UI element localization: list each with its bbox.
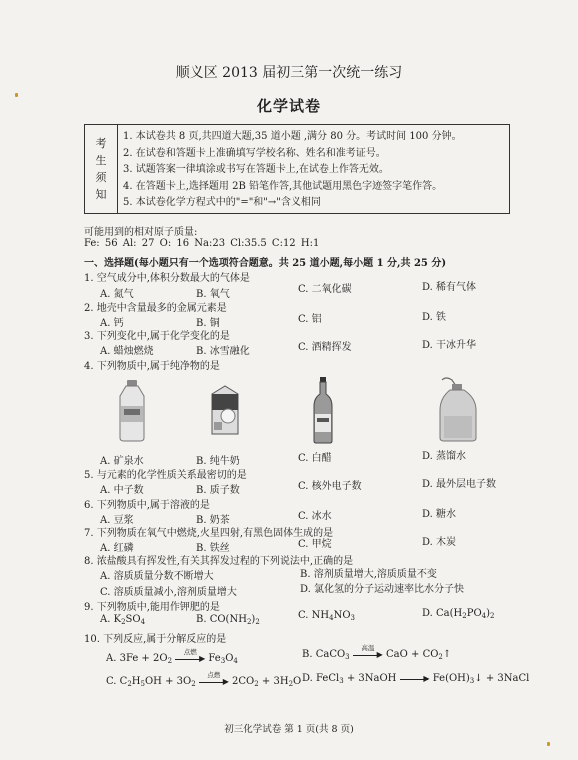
- question-stem: 5. 与元素的化学性质关系最密切的是: [84, 470, 247, 481]
- option-c: C. $C_2H_5OH + 3O_2$ 点燃 ▶ $2CO_2 + 3H_2O$: [106, 670, 302, 688]
- question-stem: 7. 下列物质在氧气中燃烧,火星四射,有黑色固体生成的是: [84, 528, 334, 539]
- exam-title: 顺义区 2013 届初三第一次统一练习: [175, 65, 403, 81]
- option-b: B. 冰雪融化: [196, 346, 250, 357]
- question-stem: 1. 空气成分中,体积分数最大的气体是: [84, 273, 250, 284]
- option-d: D. 稀有气体: [422, 282, 477, 293]
- notice-item: 4. 在答题卡上,选择题用 2B 铅笔作答,其他试题用黑色字迹签字笔作答。: [123, 180, 443, 192]
- atomic-mass-title: 可能用到的相对原子质量:: [84, 227, 198, 238]
- reaction-arrow-icon: 点燃 ▶: [175, 654, 205, 664]
- notice-box: [84, 124, 510, 214]
- distilled-water-bottle-image: [436, 376, 480, 442]
- option-a: A. 豆浆: [100, 515, 134, 526]
- scan-speck: [547, 742, 550, 746]
- option-d: D. 氯化氢的分子运动速率比水分子快: [300, 584, 465, 595]
- option-d: D. 木炭: [422, 537, 457, 548]
- question-stem: 4. 下列物质中,属于纯净物的是: [84, 361, 220, 372]
- option-a: A. 钙: [100, 318, 124, 329]
- option-a: A. 蜡烛燃烧: [100, 346, 154, 357]
- option-c: C. 甲烷: [298, 539, 332, 550]
- option-c: C. 冰水: [298, 511, 332, 522]
- option-a: A. 红磷: [100, 543, 134, 554]
- option-c: C. 二氧化碳: [298, 284, 352, 295]
- option-b: B. 质子数: [196, 485, 240, 496]
- option-d: D. FeCl$_3$ + 3NaOH ▶ $Fe(OH)_3↓$ + 3NaCl: [302, 673, 530, 685]
- option-b: B. 铜: [196, 318, 220, 329]
- option-a: A. 氮气: [100, 289, 134, 300]
- option-a: A. 溶质质量分数不断增大: [100, 571, 214, 582]
- question-stem: 6. 下列物质中,属于溶液的是: [84, 500, 210, 511]
- question-stem: 3. 下列变化中,属于化学变化的是: [84, 331, 230, 342]
- option-a: A. $K_2SO_4$: [100, 614, 146, 626]
- mineral-water-bottle-image: [112, 378, 152, 442]
- option-d: D. 糖水: [422, 509, 457, 520]
- option-c: C. 铝: [298, 314, 322, 325]
- option-a: A. 中子数: [100, 485, 144, 496]
- option-a: A. 矿泉水: [100, 456, 144, 467]
- question-stem: 8. 浓盐酸具有挥发性,有关其挥发过程的下列说法中,正确的是: [84, 556, 354, 567]
- milk-carton-image: [208, 384, 242, 436]
- notice-item: 5. 本试卷化学方程式中的"="和"→"含义相同: [123, 197, 321, 208]
- exam-subtitle: 化学试卷: [256, 97, 321, 115]
- option-b: B. $CO(NH_2)_2$: [196, 614, 260, 626]
- page-footer: 初三化学试卷 第 1 页(共 8 页): [224, 724, 354, 735]
- question-stem: 10. 下列反应,属于分解反应的是: [84, 634, 227, 645]
- option-c: C. 核外电子数: [298, 481, 362, 492]
- option-a: A. $3Fe + 2O_2$ 点燃 ▶ $Fe_3O_4$: [106, 647, 238, 665]
- reaction-arrow-icon: ▶: [400, 674, 430, 684]
- option-c: C. 酒精挥发: [298, 342, 352, 353]
- reaction-arrow-icon: 高温 ▶: [353, 650, 383, 660]
- notice-item: 2. 在试卷和答题卡上准确填写学校名称、姓名和准考证号。: [123, 147, 386, 159]
- notice-list: [123, 129, 462, 212]
- notice-item: 3. 试题答案一律填涂或书写在答题卡上,在试卷上作答无效。: [123, 164, 389, 175]
- option-d: D. 蒸馏水: [422, 451, 467, 462]
- option-b: B. 纯牛奶: [196, 456, 240, 467]
- scan-speck: [15, 93, 18, 97]
- question-stem: 2. 地壳中含量最多的金属元素是: [84, 303, 227, 314]
- atomic-mass-values: Fe: 56 Al: 27 O: 16 Na:23 Cl:35.5 C:12 H:1: [84, 238, 320, 249]
- option-b: B. 奶茶: [196, 515, 230, 526]
- question-stem: 9. 下列物质中,能用作钾肥的是: [84, 602, 220, 613]
- option-c: C. $NH_4NO_3$: [298, 610, 356, 622]
- option-d: D. 干冰升华: [422, 340, 477, 351]
- notice-item: 1. 本试卷共 8 页,共四道大题,35 道小题 ,满分 80 分。考试时间 100 分钟。: [123, 131, 462, 142]
- option-b: B. 氧气: [196, 289, 230, 300]
- option-d: D. 铁: [422, 312, 447, 323]
- vinegar-bottle-image: [312, 376, 334, 444]
- option-d: D. 最外层电子数: [422, 479, 497, 490]
- option-c: C. 溶质质量减小,溶剂质量增大: [100, 587, 237, 598]
- section-heading: 一、选择题(每小题只有一个选项符合题意。共 25 道小题,每小题 1 分,共 25 分): [84, 258, 447, 269]
- option-b: B. CaCO$_3$ 高温 ▶ CaO + $CO_2↑$: [302, 643, 452, 661]
- notice-label: 考 生 须 知: [85, 125, 118, 213]
- reaction-arrow-icon: 点燃 ▶: [199, 677, 229, 687]
- option-d: D. $Ca(H_2PO_4)_2$: [422, 608, 495, 620]
- option-c: C. 白醋: [298, 453, 332, 464]
- option-b: B. 溶剂质量增大,溶质质量不变: [300, 569, 437, 580]
- option-b: B. 铁丝: [196, 543, 230, 554]
